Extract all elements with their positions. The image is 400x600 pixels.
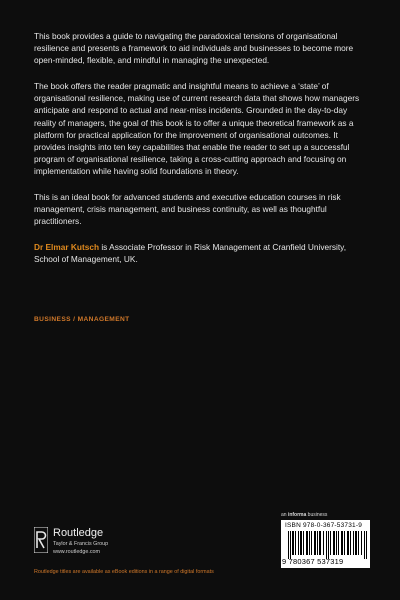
author-bio-text: is Associate Professor in Risk Management at Cranfield University, School of Management, UK. [34,242,347,265]
informa-brand: informa [287,512,307,518]
informa-suffix: business [306,512,328,518]
category-label: BUSINESS / MANAGEMENT [34,316,130,323]
description-paragraph-3: This is an ideal book for advanced students and executive education courses in risk management, crisis management, and business continuity, as well as thoughtful practitioners. [34,192,341,227]
barcode-number: 9 780367 537319 [282,557,344,566]
routledge-logo-icon [34,527,48,553]
publisher-group: Taylor & Francis Group [53,541,109,547]
author-name: Dr Elmar Kutsch [34,242,100,253]
informa-tagline [281,512,327,518]
author-bio [34,241,370,265]
barcode-icon [288,531,368,559]
ebook-footnote: Routledge titles are available as eBook editions in a range of digital formats [34,569,214,575]
publisher-logo [34,527,134,557]
isbn-text: ISBN 978-0-367-53731-9 [285,522,363,529]
informa-prefix: an [281,512,288,518]
publisher-url: www.routledge.com [53,549,101,555]
description-paragraph-2: The book offers the reader pragmatic and insightful means to achieve a ‘state’ of organisational resilience, making use of current research data that shows how managers anticipate and respond to actual and near-miss incidents. Grounded in the day-to-day reality of managers, the goal of this book is to offer a unique theoretical framework as a platform for practical application for the improvement of organisational outcomes. It provides insights into ten key capabilities that enable the reader to set up a successful program of organisational resilience, taking a cross-cutting approach and focusing on implementation while having solid foundations in theory. [34,81,360,176]
isbn-barcode [281,520,370,568]
back-cover-text [34,30,370,280]
publisher-name: Routledge [53,527,104,539]
description-paragraph-1: This book provides a guide to navigating the paradoxical tensions of organisational resilience and presents a framework to aid individuals and businesses to become more open-minded, flexible, and mindful in managing the unexpected. [34,31,354,66]
